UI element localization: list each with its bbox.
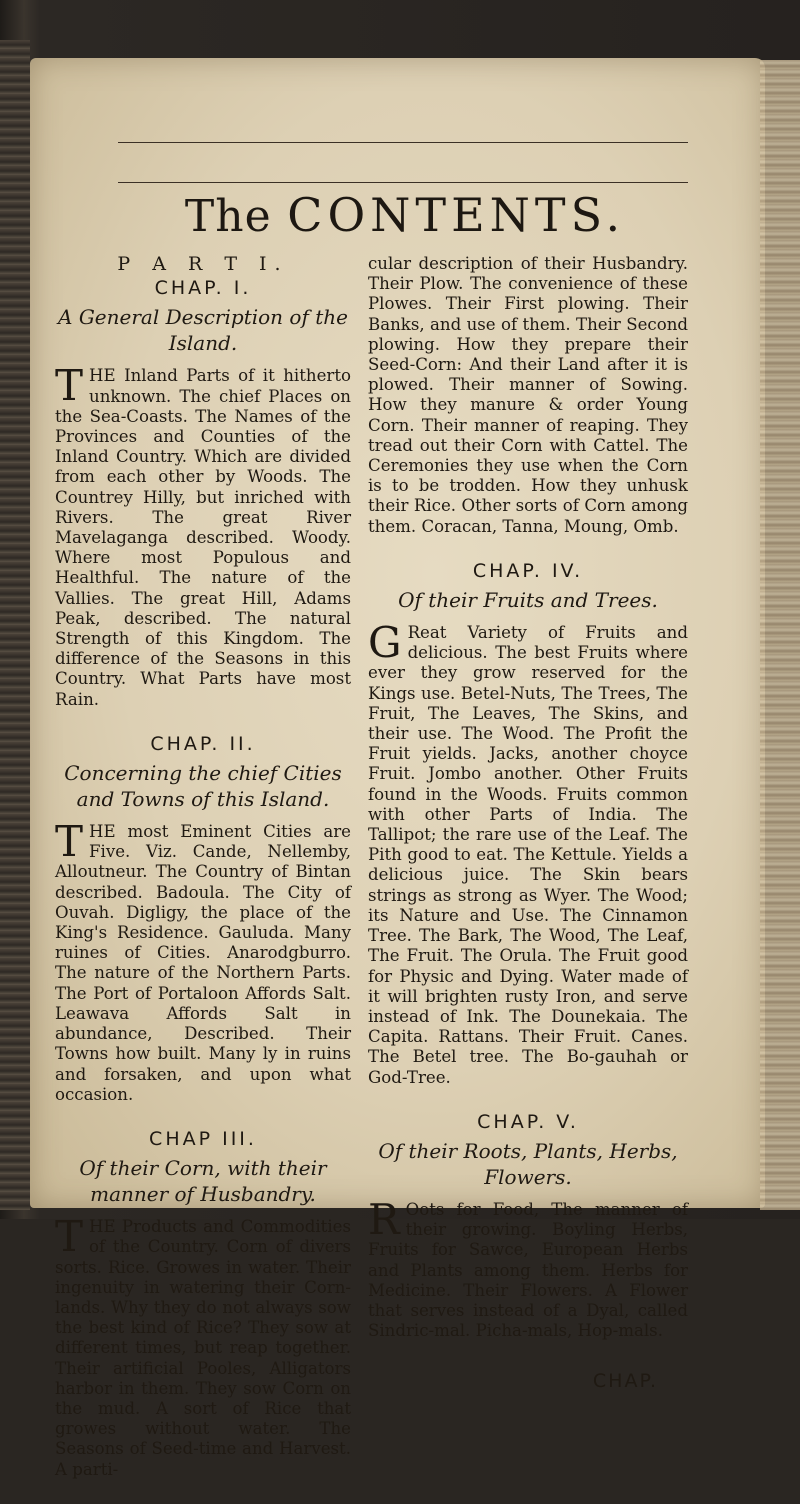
chapter-body (55, 1212, 351, 1480)
second-rule (118, 182, 688, 183)
drop-cap: G (368, 618, 402, 668)
chapter-title: Of their Corn, with their manner of Husbandry. (79, 1156, 327, 1207)
drop-cap: T (55, 817, 84, 867)
chapter-body (368, 1194, 688, 1341)
book-spine-edge (0, 40, 30, 1210)
chapter-body (55, 361, 351, 709)
chapter-text: HE Inland Parts of it hitherto unknown. The chief Places on the Sea-Coasts. The Names of the Provinces and Counties of the Inland Country. Which are divided from each other by Woods. The Countrey Hilly, but inriched with Rivers. The great River Mavelaganga described. Woody. Where most Populous and Healthful. The nature of the Vallies. The great Hill, Adams Peak, described. The natural Strength of this Kingdom. The difference of the Seasons in this Country. What Parts have most Rain. (55, 366, 351, 709)
chapter-heading: CHAP. V. (477, 1110, 579, 1133)
chapter-title: Of their Fruits and Trees. (398, 588, 658, 613)
page-title (95, 188, 715, 242)
chapter-title: Concerning the chief Cities and Towns of this Island. (64, 761, 342, 812)
chapter-body (368, 618, 688, 1088)
chapter-title: Of their Roots, Plants, Herbs, Flowers. (378, 1138, 678, 1189)
drop-cap: T (55, 361, 84, 411)
part-heading: P A R T I. (117, 253, 289, 275)
chapter-text: Reat Variety of Fruits and delicious. The best Fruits where ever they grow reserved for the Kings use. Betel-Nuts, The Trees, The Fruit, The Leaves, The Skins, and their use. The Wood. The Profit the Fruit yields. Jacks, another choyce Fruit. Jombo another. Other Fruits found in the Woods. Fruits common with other Parts of India. The Tallipot; the rare use of the Leaf. The Pith good to eat. The Kettule. Yields a delicious juice. The Skin bears strings as strong as Wyer. The Wood; its Nature and Use. The Cinnamon Tree. The Bark, The Wood, The Leaf, The Fruit. The Orula. The Fruit good for Physic and Dying. Water made of it will brighten rusty Iron, and serve instead of Ink. The Dounekaia. The Capita. Rattans. Their Fruit. Canes. The Betel tree. The Bo-gauhah or God-Tree. (368, 623, 688, 1087)
chapter-body (55, 817, 351, 1105)
chapter-text: HE Products and Commodities of the Country. Corn of divers sorts. Rice. Growes in water. Their ingenuity in watering their Corn-lands. Why they do not always sow the best kind of Rice? They sow at different times, but reap together. Their artificial Pooles, Alligators harbor in them. They sow Corn on the mud. A sort of Rice that growes without water. The Seasons of Seed-time and Harvest. A parti- (55, 1217, 351, 1479)
top-rule (118, 142, 688, 143)
chapter-heading: CHAP. I. (154, 277, 252, 300)
chapter-text: Oots for Food, The manner of their growing. Boyling Herbs, Fruits for Sawce, European Herbs and Plants among them. Herbs for Medicine. Their Flowers. A Flower that serves instead of a Dyal, called Sindric-mal. Picha-mals, Hop-mals. (368, 1199, 688, 1341)
chapter-heading: CHAP. IV. (472, 559, 584, 582)
drop-cap: R (368, 1194, 400, 1244)
page-fore-edge (760, 60, 800, 1210)
chapter-text: HE most Eminent Cities are Five. Viz. Cande, Nellemby, Alloutneur. The Country of Bintan described. Badoula. The City of Ouvah. Digligy, the place of the King's Residence. Gauluda. Many ruines of Cities. Anarodgburro. The nature of the Northern Parts. The Port of Portaloon Affords Salt. Leawava Affords Salt in abundance, Described. Their Towns how built. Many ly in ruins and forsaken, and upon what occasion. (55, 822, 351, 1104)
left-column (55, 254, 351, 1504)
title-the: The (184, 191, 272, 242)
chapter-3-continued (368, 254, 688, 537)
title-contents: CONTENTS. (287, 188, 626, 242)
chapter-heading: CHAP III. (149, 1127, 257, 1150)
chapter-title: A General Description of the Island. (58, 305, 348, 356)
chapter-5 (368, 1112, 688, 1342)
right-column (368, 254, 688, 1392)
chapter-4 (368, 561, 688, 1088)
chapter-1 (55, 278, 351, 710)
chapter-2 (55, 734, 351, 1105)
catchword: CHAP. (592, 1370, 658, 1393)
drop-cap: T (55, 1212, 84, 1262)
chapter-3 (55, 1129, 351, 1480)
continued-text: cular description of their Husbandry. Their Plow. The convenience of these Plowes. Their First plowing. Their Banks, and use of them. Their Second plowing. How they prepare their Seed-Corn: And their Land after it is plowed. Their manner of Sowing. How they manure & order Young Corn. Their manner of reaping. They tread out their Corn with Cattel. The Ceremonies they use when the Corn is to be trodden. How they unhusk their Rice. Other sorts of Corn among them. Coracan, Tanna, Moung, Omb. (368, 254, 688, 536)
chapter-heading: CHAP. II. (150, 732, 256, 755)
